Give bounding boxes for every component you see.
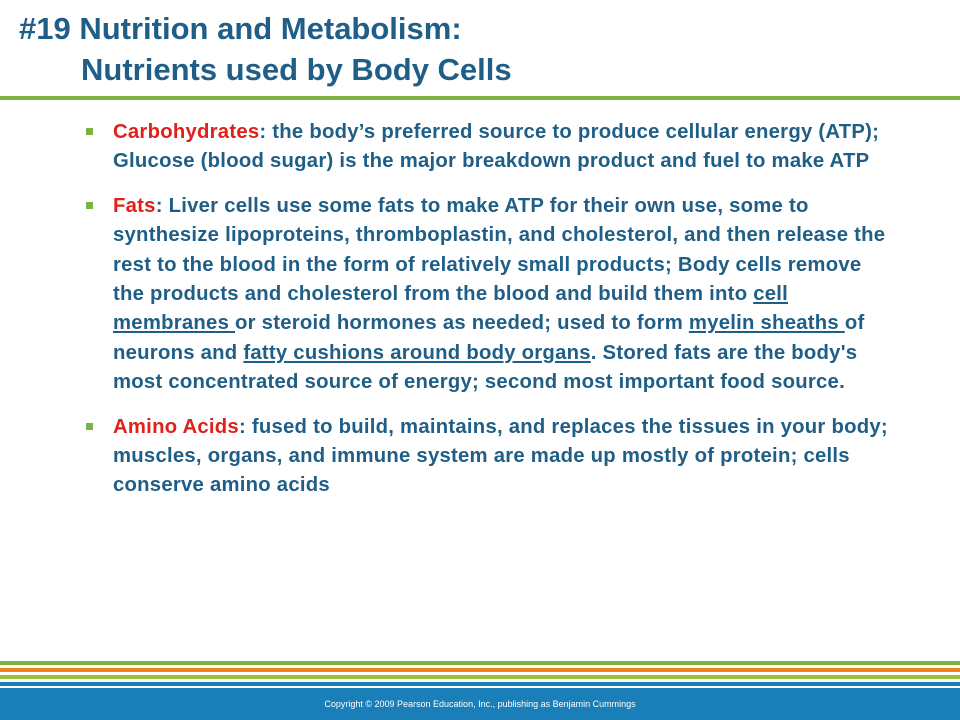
square-bullet-icon (86, 202, 93, 209)
link-myelin-sheaths[interactable]: myelin sheaths (688, 312, 845, 335)
bullet-amino-acids (86, 413, 896, 501)
link-cell-membranes[interactable]: cell membranes (113, 283, 789, 335)
bullet-fats (86, 192, 896, 398)
bullet-carbohydrates (86, 118, 896, 177)
footer-stripe-lime (0, 675, 960, 679)
slide-title-line-2: Nutrients used by Body Cells (81, 52, 512, 87)
amino-acids-description: : fused to build, maintains, and replaces the tissues in your body; muscles, organs, and immune system are made up mostly of protein; cells conserve amino acids (113, 415, 888, 497)
copyright-text: Copyright © 2009 Pearson Education, Inc., publishing as Benjamin Cummings (324, 699, 636, 709)
carbohydrates-description: : the body’s preferred source to produce cellular energy (ATP); Glucose (blood sugar) is the major breakdown product and fuel to make ATP (113, 121, 880, 173)
slide-title (19, 8, 939, 90)
term-amino-acids: Amino Acids (113, 415, 239, 438)
fats-description-part-3: of neurons and (113, 312, 865, 364)
title-divider (0, 96, 960, 100)
fats-description-part-2: or steroid hormones as needed; used to form (235, 312, 689, 335)
link-fatty-cushions[interactable]: fatty cushions around body organs (243, 341, 591, 364)
bullet-text (113, 413, 896, 501)
footer-stripe-green (0, 661, 960, 665)
square-bullet-icon (86, 423, 93, 430)
square-bullet-icon (86, 128, 93, 135)
bullet-text (113, 118, 896, 177)
footer-stripe-blue (0, 682, 960, 686)
fats-description-part-1: : Liver cells use some fats to make ATP for their own use, some to synthesize lipoproteins, thromboplastin, and cholesterol, and then release the rest to the blood in the form of relatively small products; Body cells remove the products and cholesterol from the blood and build them into (113, 194, 886, 306)
slide-title-line-1: #19 Nutrition and Metabolism: (19, 11, 462, 46)
bullet-text (113, 192, 896, 398)
term-fats: Fats (113, 194, 156, 217)
footer-stripe-orange (0, 668, 960, 672)
bullet-list (86, 118, 896, 516)
fats-description-part-4: . Stored fats are the body's most concentrated source of energy; second most important food source. (113, 341, 858, 394)
term-carbohydrates: Carbohydrates (113, 121, 260, 143)
